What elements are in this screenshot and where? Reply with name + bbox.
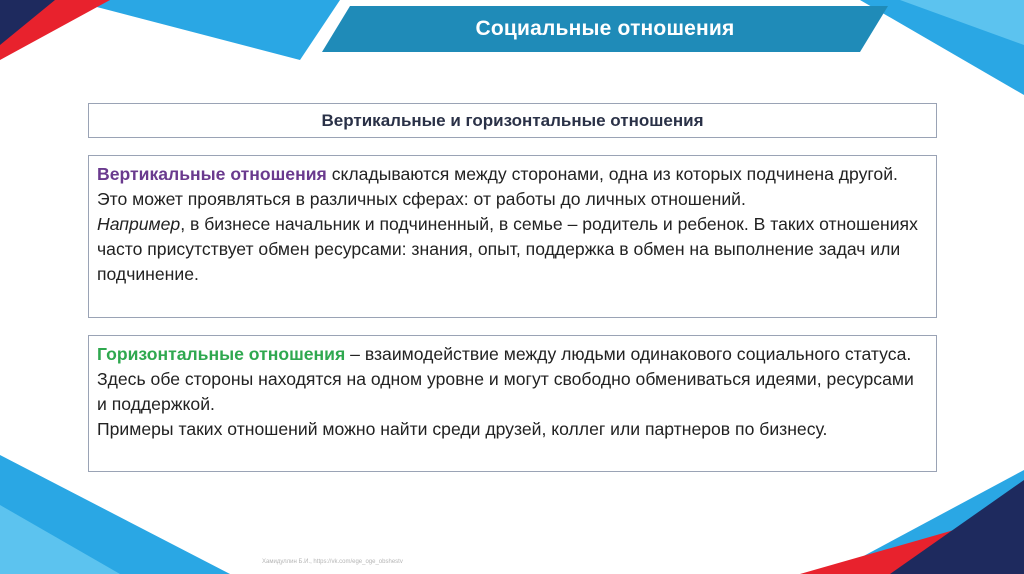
- vertical-text-1: складываются между сторонами, одна из которых подчинена другой. Это может проявляться в различных сферах: от работы до личных отношений.: [97, 164, 898, 209]
- footer-credit: Хамидуллин Б.И., https://vk.com/ege_oge_obshestv: [262, 559, 403, 565]
- vertical-text-2: , в бизнесе начальник и подчиненный, в семье – родитель и ребенок. В таких отношениях часто присутствует обмен ресурсами: знания, опыт, поддержка в обмен на выполнение задач или подчинение.: [97, 214, 918, 284]
- title-banner: [322, 6, 888, 52]
- vertical-paragraph-1: [97, 162, 928, 212]
- horizontal-paragraph-1: [97, 342, 928, 417]
- vertical-keyword: Вертикальные отношения: [97, 164, 327, 184]
- vertical-paragraph-2: [97, 212, 928, 287]
- horizontal-text-1: – взаимодействие между людьми одинакового социального статуса. Здесь обе стороны находятся на одном уровне и могут свободно обмениваться идеями, ресурсами и поддержкой.: [97, 344, 914, 414]
- deco-blue-top-left: [70, 0, 340, 60]
- section-heading-text: Вертикальные и горизонтальные отношения: [321, 110, 704, 130]
- section-heading: [88, 103, 937, 138]
- vertical-example-word: Например: [97, 214, 181, 234]
- horizontal-paragraph-2: Примеры таких отношений можно найти среди друзей, коллег или партнеров по бизнесу.: [97, 419, 828, 439]
- horizontal-relations-box: [88, 335, 937, 472]
- slide-title: Социальные отношения: [475, 17, 735, 40]
- deco-navy-bottom-right: [890, 480, 1024, 574]
- horizontal-keyword: Горизонтальные отношения: [97, 344, 346, 364]
- vertical-relations-box: [88, 155, 937, 318]
